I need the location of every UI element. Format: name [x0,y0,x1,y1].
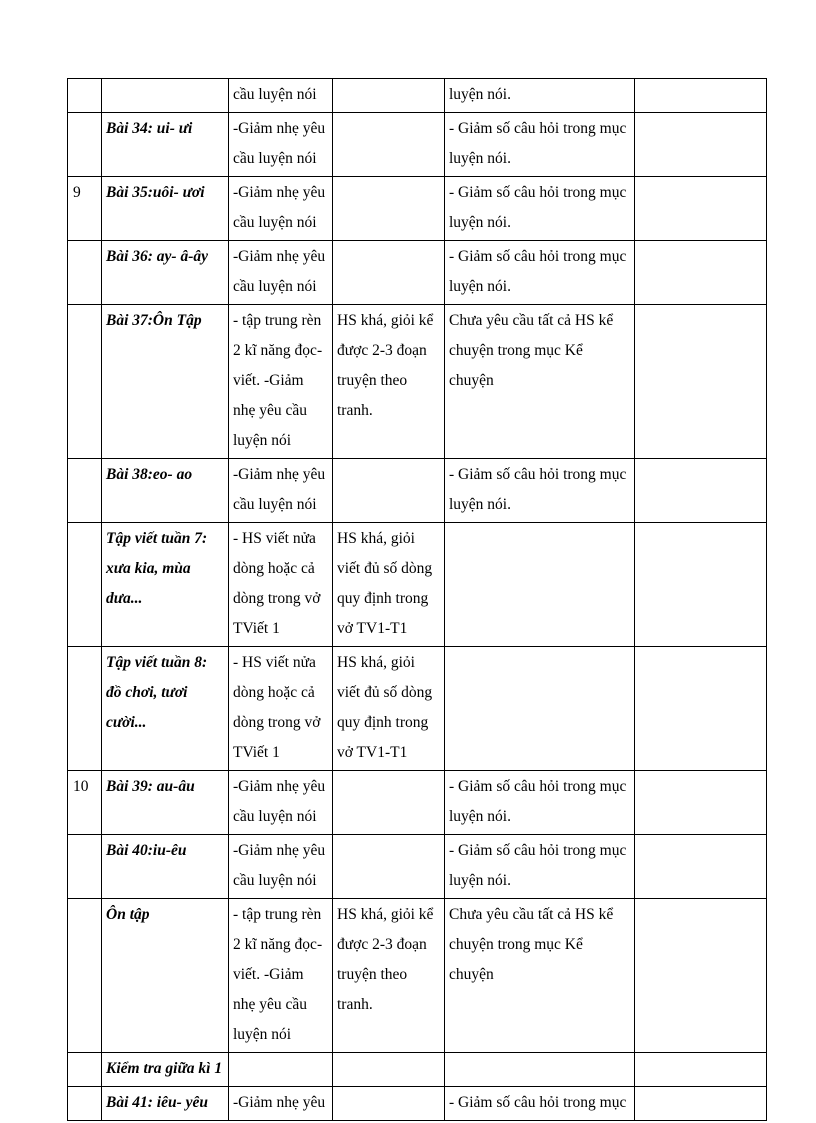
week-cell [68,113,102,177]
table-row [68,835,767,899]
week-cell [68,647,102,771]
lesson-cell: Ôn tập [102,899,229,1053]
lesson-cell: Bài 41: iêu- yêu [102,1087,229,1121]
lesson-cell: Bài 39: au-âu [102,771,229,835]
note-cell: - Giảm số câu hỏi trong mục luyện nói. [445,771,635,835]
adjustment-cell: -Giảm nhẹ yêu cầu luyện nói [229,177,333,241]
empty-cell [635,523,767,647]
extra-cell: HS khá, giỏi viết đủ số dòng quy định trong vở TV1-T1 [333,523,445,647]
lesson-cell: Bài 40:iu-êu [102,835,229,899]
adjustment-cell: - HS viết nửa dòng hoặc cả dòng trong vở TViết 1 [229,523,333,647]
week-cell: 9 [68,177,102,241]
table-row [68,899,767,1053]
curriculum-adjustment-table [67,78,767,1121]
table-row [68,177,767,241]
adjustment-cell: - HS viết nửa dòng hoặc cả dòng trong vở TViết 1 [229,647,333,771]
adjustment-cell: -Giảm nhẹ yêu cầu luyện nói [229,459,333,523]
week-cell [68,1053,102,1087]
table-row [68,79,767,113]
table-row [68,113,767,177]
empty-cell [635,835,767,899]
note-cell: - Giảm số câu hỏi trong mục luyện nói. [445,241,635,305]
table-row [68,459,767,523]
extra-cell [333,241,445,305]
adjustment-cell: -Giảm nhẹ yêu cầu luyện nói [229,835,333,899]
empty-cell [635,1087,767,1121]
week-cell [68,305,102,459]
lesson-cell: Kiểm tra giữa kì 1 [102,1053,229,1087]
empty-cell [635,647,767,771]
note-cell [445,523,635,647]
lesson-cell: Bài 38:eo- ao [102,459,229,523]
week-cell [68,835,102,899]
adjustment-cell: - tập trung rèn 2 kĩ năng đọc-viết. -Giảm nhẹ yêu cầu luyện nói [229,305,333,459]
adjustment-cell: -Giảm nhẹ yêu cầu luyện nói [229,113,333,177]
extra-cell: HS khá, giỏi viết đủ số dòng quy định trong vở TV1-T1 [333,647,445,771]
note-cell: - Giảm số câu hỏi trong mục luyện nói. [445,177,635,241]
week-cell [68,79,102,113]
extra-cell [333,1053,445,1087]
empty-cell [635,113,767,177]
empty-cell [635,899,767,1053]
empty-cell [635,177,767,241]
lesson-cell: Tập viết tuần 8: đồ chơi, tươi cười... [102,647,229,771]
table-row [68,771,767,835]
empty-cell [635,241,767,305]
adjustment-cell: - tập trung rèn 2 kĩ năng đọc-viết. -Giảm nhẹ yêu cầu luyện nói [229,899,333,1053]
empty-cell [635,459,767,523]
note-cell [445,647,635,771]
lesson-cell: Bài 35:uôi- ươi [102,177,229,241]
extra-cell [333,835,445,899]
empty-cell [635,305,767,459]
adjustment-cell: cầu luyện nói [229,79,333,113]
extra-cell: HS khá, giỏi kể được 2-3 đoạn truyện theo tranh. [333,305,445,459]
week-cell [68,241,102,305]
note-cell [445,1053,635,1087]
week-cell [68,523,102,647]
extra-cell [333,113,445,177]
note-cell: Chưa yêu cầu tất cả HS kể chuyện trong mục Kể chuyện [445,899,635,1053]
week-cell [68,1087,102,1121]
empty-cell [635,1053,767,1087]
note-cell: - Giảm số câu hỏi trong mục luyện nói. [445,835,635,899]
week-cell: 10 [68,771,102,835]
lesson-cell: Bài 36: ay- â-ây [102,241,229,305]
table-row [68,1053,767,1087]
extra-cell: HS khá, giỏi kể được 2-3 đoạn truyện theo tranh. [333,899,445,1053]
extra-cell [333,459,445,523]
table-row [68,1087,767,1121]
extra-cell [333,177,445,241]
week-cell [68,899,102,1053]
extra-cell [333,771,445,835]
empty-cell [635,771,767,835]
adjustment-cell: -Giảm nhẹ yêu cầu luyện nói [229,241,333,305]
note-cell: luyện nói. [445,79,635,113]
adjustment-cell: -Giảm nhẹ yêu [229,1087,333,1121]
note-cell: - Giảm số câu hỏi trong mục luyện nói. [445,113,635,177]
adjustment-cell [229,1053,333,1087]
adjustment-cell: -Giảm nhẹ yêu cầu luyện nói [229,771,333,835]
table-row [68,523,767,647]
week-cell [68,459,102,523]
table-row [68,647,767,771]
table-row [68,305,767,459]
empty-cell [635,79,767,113]
table-row [68,241,767,305]
note-cell: - Giảm số câu hỏi trong mục [445,1087,635,1121]
lesson-cell: Bài 34: ui- ưi [102,113,229,177]
lesson-cell [102,79,229,113]
extra-cell [333,1087,445,1121]
lesson-cell: Bài 37:Ôn Tập [102,305,229,459]
note-cell: Chưa yêu cầu tất cả HS kể chuyện trong mục Kể chuyện [445,305,635,459]
extra-cell [333,79,445,113]
note-cell: - Giảm số câu hỏi trong mục luyện nói. [445,459,635,523]
lesson-cell: Tập viết tuần 7: xưa kia, mùa dưa... [102,523,229,647]
